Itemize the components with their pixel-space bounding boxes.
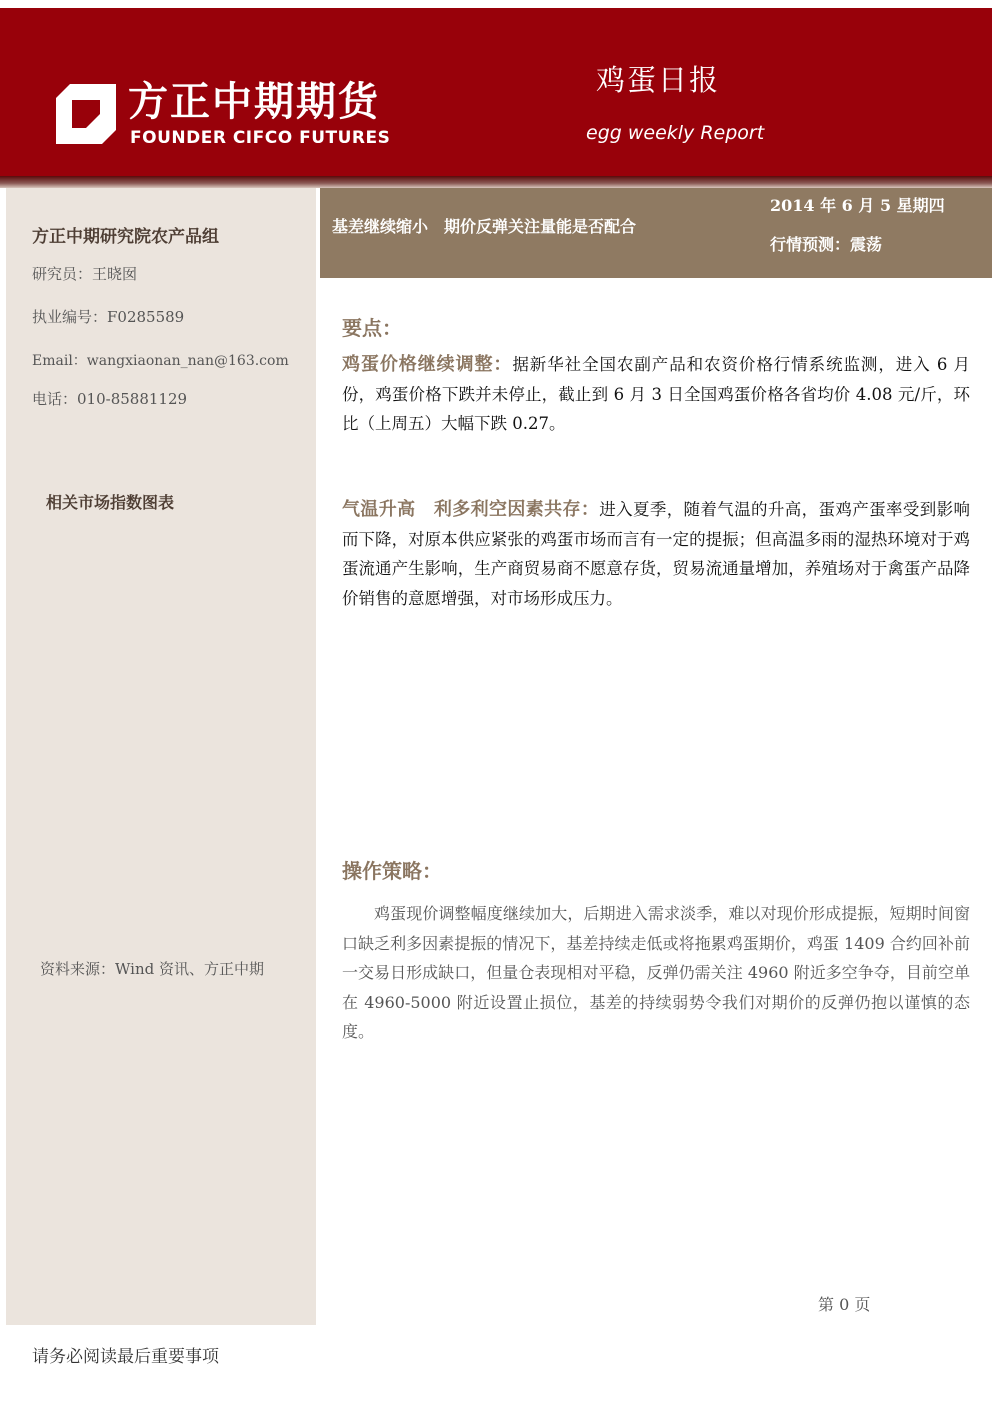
page-number: 第 0 页: [818, 1295, 871, 1314]
key-point-price-lead: 鸡蛋价格继续调整：: [342, 354, 513, 375]
key-point-temperature: [342, 495, 970, 613]
market-forecast: 行情预测：震荡: [770, 235, 883, 254]
research-group: 方正中期研究院农产品组: [32, 227, 219, 247]
company-name-en: FOUNDER CIFCO FUTURES: [130, 128, 391, 148]
key-point-price: [342, 350, 970, 439]
contact-phone: 电话：010-85881129: [32, 390, 188, 408]
report-title-en: egg weekly Report: [586, 122, 765, 144]
key-point-price-text: 据新华社全国农副产品和农资价格行情系统监测，进入 6 月份，鸡蛋价格下跌并未停止，截止到 6 月 3 日全国鸡蛋价格各省均价 4.08 元/斤，环比（上周五）大幅下跌 0.27。: [342, 355, 970, 434]
header-shadow: [0, 176, 992, 188]
headline-text: 基差继续缩小 期价反弹关注量能是否配合: [332, 217, 637, 236]
researcher-name: 研究员：王晓囡: [32, 265, 138, 283]
disclaimer-note: 请务必阅读最后重要事项: [32, 1347, 219, 1367]
founder-logo-icon: [56, 84, 116, 144]
key-points-title: 要点：: [342, 316, 402, 340]
key-point-temperature-lead: 气温升高 利多利空因素共存：: [342, 499, 600, 520]
contact-email[interactable]: Email：wangxiaonan_nan@163.com: [32, 353, 289, 369]
report-title-cn: 鸡蛋日报: [596, 63, 721, 97]
license-number: 执业编号：F0285589: [32, 308, 185, 326]
key-point-temperature-text: 进入夏季，随着气温的升高，蛋鸡产蛋率受到影响而下降，对原本供应紧张的鸡蛋市场而言有一定的提振；但高温多雨的湿热环境对于鸡蛋流通产生影响，生产商贸易商不愿意存货，贸易流通量增加，养殖场对于禽蛋产品降价销售的意愿增强，对市场形成压力。: [342, 500, 971, 608]
data-source: 资料来源：Wind 资讯、方正中期: [40, 960, 264, 978]
company-name-cn: 方正中期期货: [128, 79, 380, 125]
report-date: 2014 年 6 月 5 星期四: [770, 196, 945, 215]
strategy-text: 鸡蛋现价调整幅度继续加大，后期进入需求淡季，难以对现价形成提振，短期时间窗口缺乏利多因素提振的情况下，基差持续走低或将拖累鸡蛋期价，鸡蛋 1409 合约回补前一交易日形成缺口，但量仓表现相对平稳，反弹仍需关注 4960 附近多空争夺，目前空单在 4960-5000 附近设置止损位，基差的持续弱势令我们对期价的反弹仍抱以谨慎的态度。: [342, 904, 970, 1042]
related-charts-heading: 相关市场指数图表: [46, 493, 175, 512]
strategy-title: 操作策略：: [342, 859, 442, 883]
